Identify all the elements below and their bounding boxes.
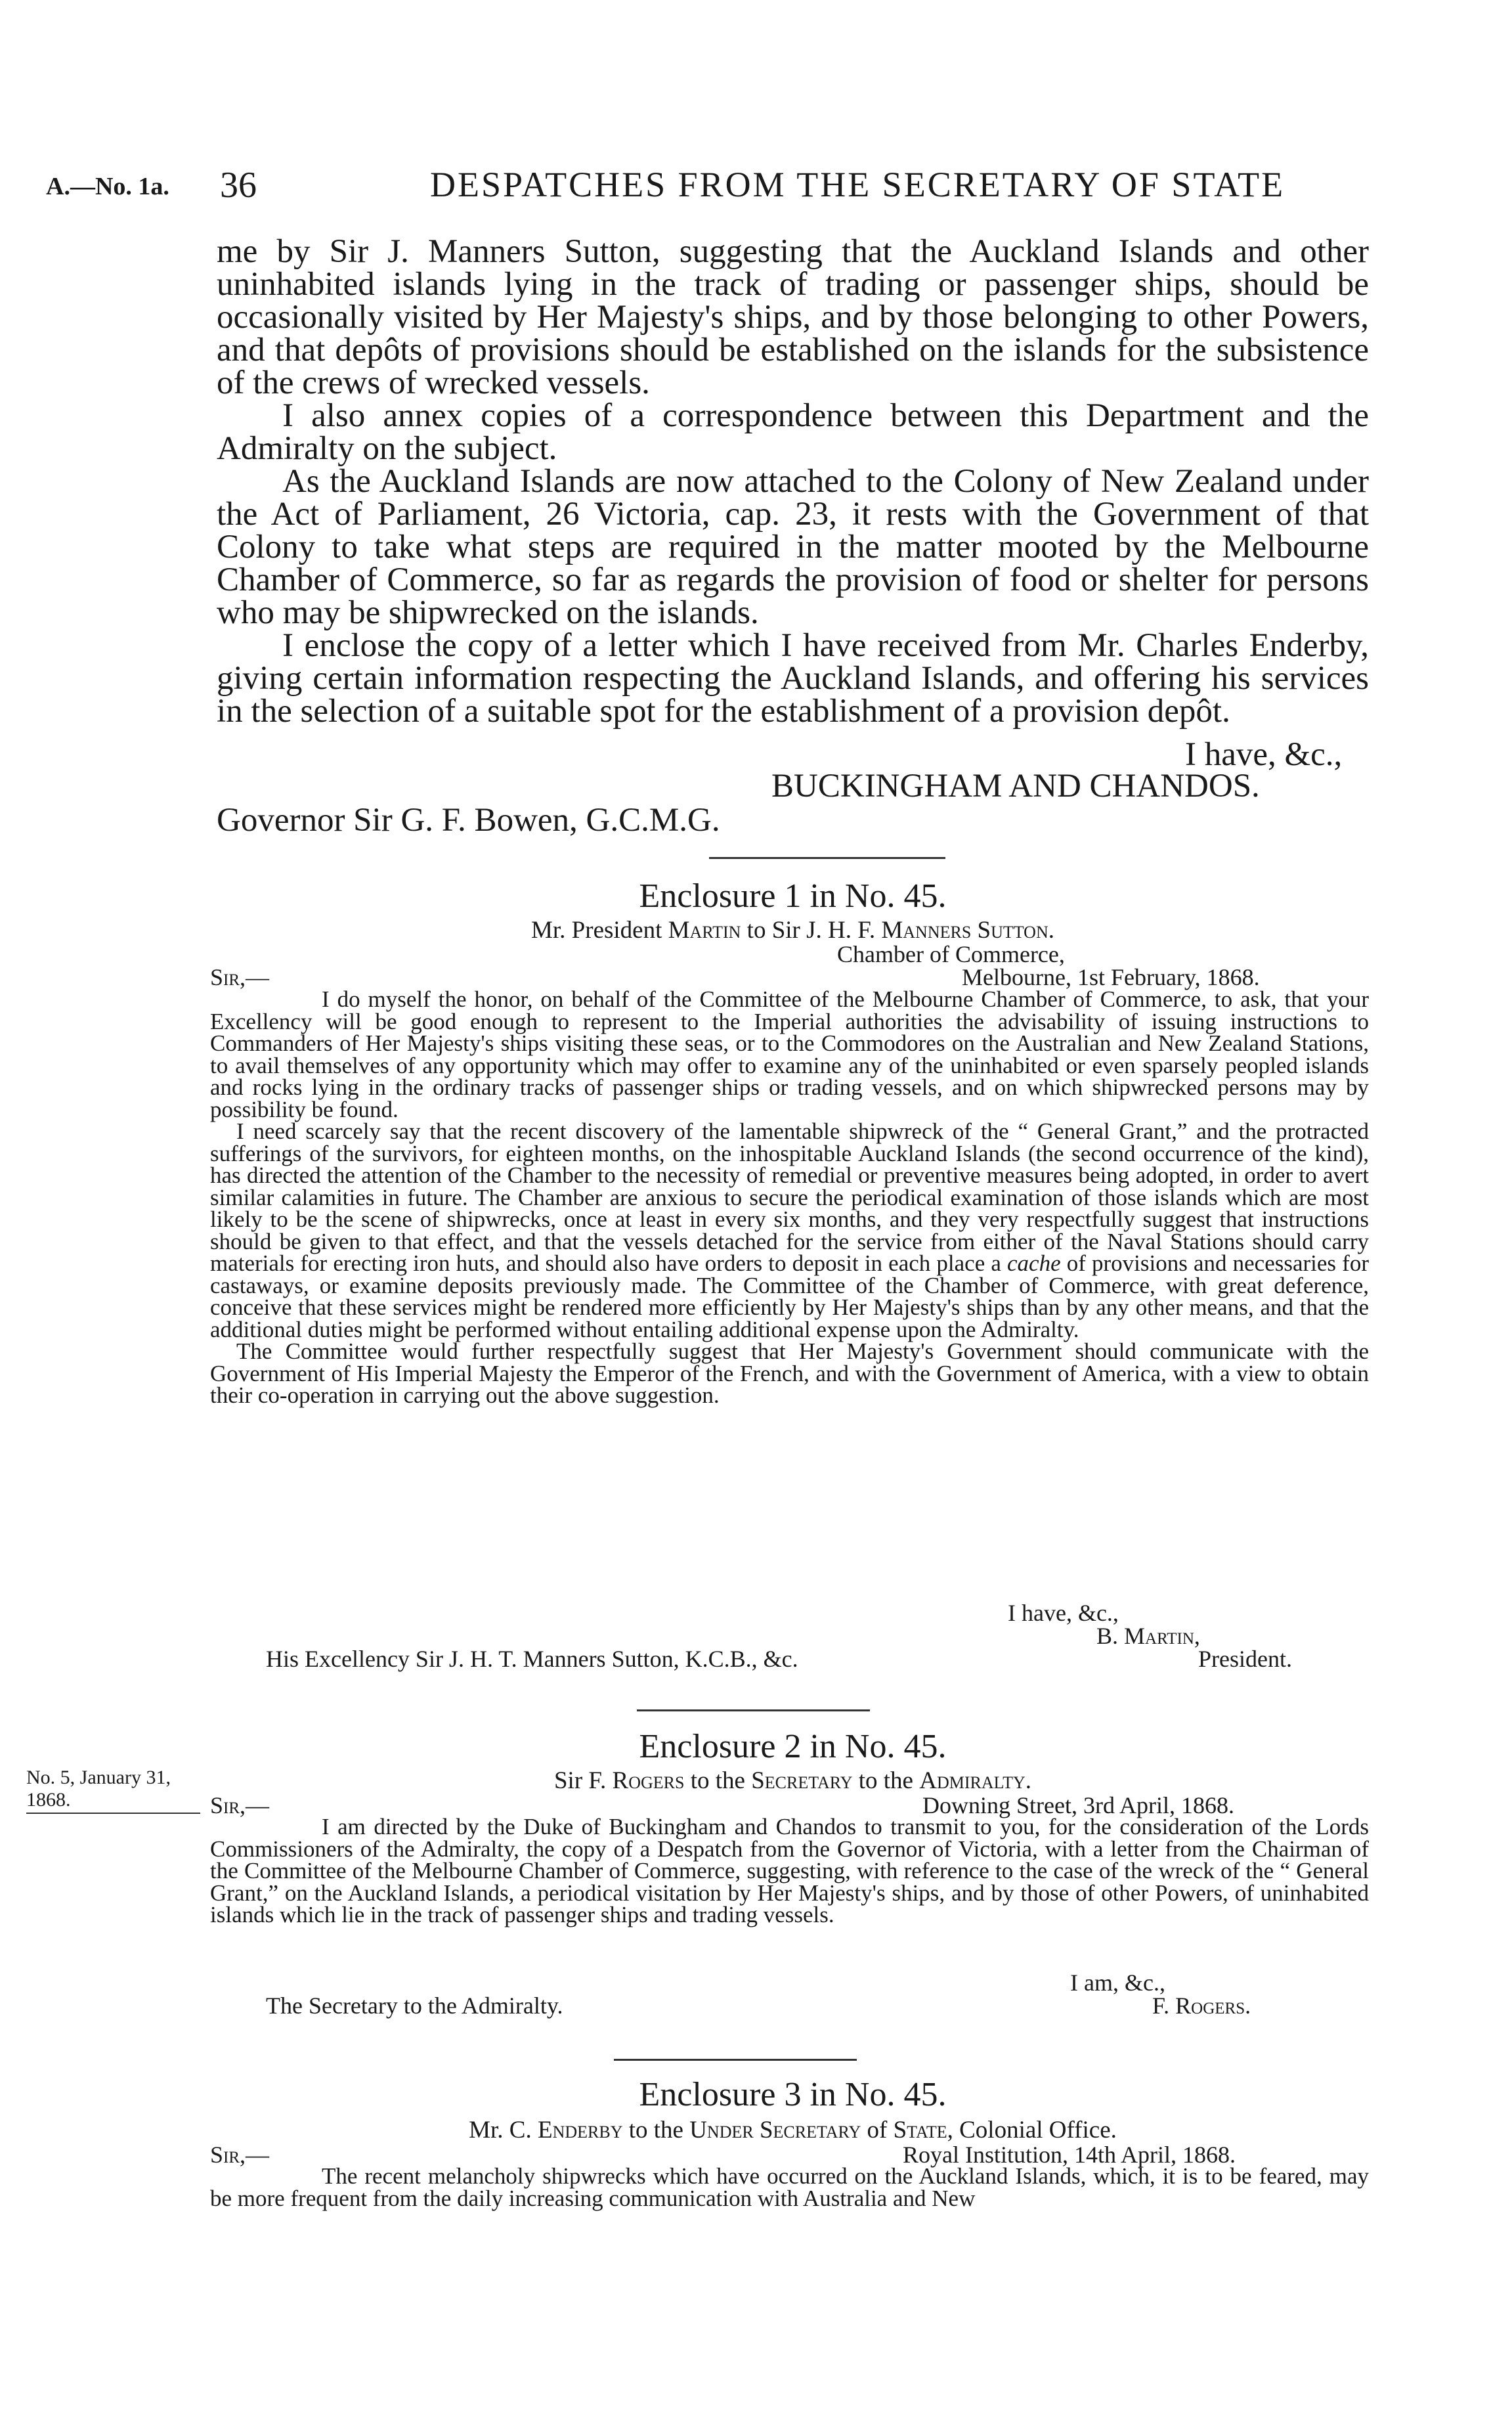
enclosure-1-to-prefix: to Sir J. H. F. <box>741 917 882 944</box>
enclosure-1-body <box>210 988 1369 1407</box>
despatch-signature: BUCKINGHAM AND CHANDOS. <box>771 768 1260 804</box>
margin-note: No. 5, January 31, 1868. <box>26 1767 190 1814</box>
enclosure-1-paragraph: I do myself the honor, on behalf of the Committee of the Melbourne Chamber of Commerce, to ask, that your Excellency will be good enough to represent to the Imperial authorities the advisability of issuing instructions to Commanders of Her Majesty's ships visiting these seas, or to the Commodores on the Australian and New Zealand Stations, to avail themselves of any opportunity which may offer to examine any of the uninhabited or even sparsely peopled islands and rocks lying in the ordinary tracks of passenger ships or trading vessels, and on which shipwrecked persons may by possibility be found. <box>210 986 1369 1122</box>
italic-word-cache: cache <box>1007 1250 1061 1276</box>
enclosure-1-paragraph: The Committee would further respectfully suggest that Her Majesty's Government should communicate with the Government of His Imperial Majesty the Emperor of the French, and with the Government of America, with a view to obtain their co-operation in carrying out the above suggestion. <box>210 1338 1369 1408</box>
enclosure-2-closing: I am, &c., <box>1070 1969 1165 1996</box>
despatch-closing: I have, &c., <box>1185 736 1343 773</box>
enclosure-3-paragraph: The recent melancholy shipwrecks which have occurred on the Auckland Islands, which, it is to be feared, may be more frequent from the daily increasing communication with Australia and New <box>210 2163 1369 2211</box>
enclosure-1-place: Chamber of Commerce, <box>837 941 1065 967</box>
enclosure-3-subtitle: Mr. C. Enderby to the Under Secretary of State, Colonial Office. <box>469 2117 1117 2144</box>
running-title: DESPATCHES FROM THE SECRETARY OF STATE <box>430 165 1285 204</box>
enclosure-3-title: Enclosure 3 in No. 45. <box>639 2076 947 2113</box>
despatch-paragraph: I also annex copies of a correspondence between this Department and the Admiralty on the subject. <box>217 397 1369 467</box>
enclosure-1-subtitle: Mr. President Martin to Sir J. H. F. Manners Sutton. <box>531 917 1054 944</box>
despatch-paragraph: As the Auckland Islands are now attached to the Colony of New Zealand under the Act of Parliament, 26 Victoria, cap. 23, it rests with the Government of that Colony to take what steps are required in the matter mooted by the Melbourne Chamber of Commerce, so far as regards the provision of food or shelter for persons who may be shipwrecked on the islands. <box>217 463 1369 631</box>
section-divider <box>709 857 945 859</box>
enclosure-2-paragraph: I am directed by the Duke of Buckingham and Chandos to transmit to you, for the consideration of the Lords Commissioners of the Admiralty, the copy of a Despatch from the Governor of Victoria, with a letter from the Chairman of the Committee of the Melbourne Chamber of Commerce, suggesting, with reference to the case of the wreck of the “ General Grant,” on the Auckland Islands, a periodical visitation by Her Majesty's ships, and by those of other Powers, of uninhabited islands which lie in the track of passenger ships and trading vessels. <box>210 1814 1369 1927</box>
page-number: 36 <box>220 165 257 206</box>
enclosure-2-subtitle: Sir F. Rogers to the Secretary to the Admiralty. <box>553 1767 1032 1794</box>
despatch-addressee: Governor Sir G. F. Bowen, G.C.M.G. <box>217 802 720 839</box>
enclosure-2-body <box>210 1816 1369 1926</box>
enclosure-1-title: Enclosure 1 in No. 45. <box>639 877 947 915</box>
enclosure-2-title: Enclosure 2 in No. 45. <box>639 1728 947 1765</box>
section-divider <box>637 1709 870 1711</box>
enclosure-3-salutation: Sir,— <box>210 2142 270 2168</box>
enclosure-2-signature: F. Rogers. <box>1152 1992 1251 2019</box>
enclosure-1-closing: I have, &c., <box>1008 1600 1119 1626</box>
section-divider <box>614 2059 857 2061</box>
enclosure-1-from-prefix: Mr. President <box>531 917 668 944</box>
document-reference: A.—No. 1a. <box>46 173 169 200</box>
enclosure-1-date: Melbourne, 1st February, 1868. <box>962 964 1260 990</box>
despatch-body <box>217 235 1369 728</box>
enclosure-3-body <box>210 2165 1369 2209</box>
enclosure-1-signature: B. Martin, <box>1096 1623 1200 1649</box>
enclosure-3-date: Royal Institution, 14th April, 1868. <box>903 2142 1236 2168</box>
enclosure-2-date: Downing Street, 3rd April, 1868. <box>922 1792 1234 1818</box>
page-header <box>46 164 1359 217</box>
enclosure-2-salutation: Sir,— <box>210 1792 270 1818</box>
enclosure-1-salutation: Sir,— <box>210 964 270 990</box>
enclosure-1-addressee: His Excellency Sir J. H. T. Manners Sutton, K.C.B., &c. <box>266 1646 798 1672</box>
despatch-paragraph: I enclose the copy of a letter which I have received from Mr. Charles Enderby, giving certain information respecting the Auckland Islands, and offering his services in the selection of a suitable spot for the establishment of a provision depôt. <box>217 627 1369 730</box>
enclosure-1-to-name: Manners Sutton <box>881 917 1048 944</box>
despatch-paragraph: me by Sir J. Manners Sutton, suggesting that the Auckland Islands and other uninhabited islands lying in the track of trading or passenger ships, should be occasionally visited by Her Majesty's ships, and by those belonging to other Powers, and that depôts of provisions should be established on the islands for the subsistence of the crews of wrecked vessels. <box>217 233 1369 401</box>
enclosure-1-signature-title: President. <box>1198 1646 1292 1672</box>
enclosure-1-from-name: Martin <box>668 917 741 944</box>
enclosure-2-addressee: The Secretary to the Admiralty. <box>266 1992 563 2019</box>
enclosure-1-paragraph: I need scarcely say that the recent discovery of the lamentable shipwreck of the “ General Grant,” and the protracted sufferings of the survivors, for eighteen months, on the inhospitable Auckland Islands (the second occurrence of the kind), has directed the attention of the Chamber to the necessity of remedial or preventive measures being adopted, in order to avert similar calamities in future. The Chamber are anxious to secure the periodical examination of those islands which are most likely to be the scene of shipwrecks, once at least in every six months, and they very respectfully suggest that instructions should be given to that effect, and that the vessels detached for the service from either of the Naval Stations should carry materials for erecting iron huts, and should also have orders to deposit in each place a cache of provisions and necessaries for castaways, or examine deposits previously made. The Committee of the Chamber of Commerce, with great deference, conceive that these services might be rendered more efficiently by Her Majesty's ships than by any other means, and that the additional duties might be performed without entailing additional expense upon the Admiralty. <box>210 1118 1369 1342</box>
